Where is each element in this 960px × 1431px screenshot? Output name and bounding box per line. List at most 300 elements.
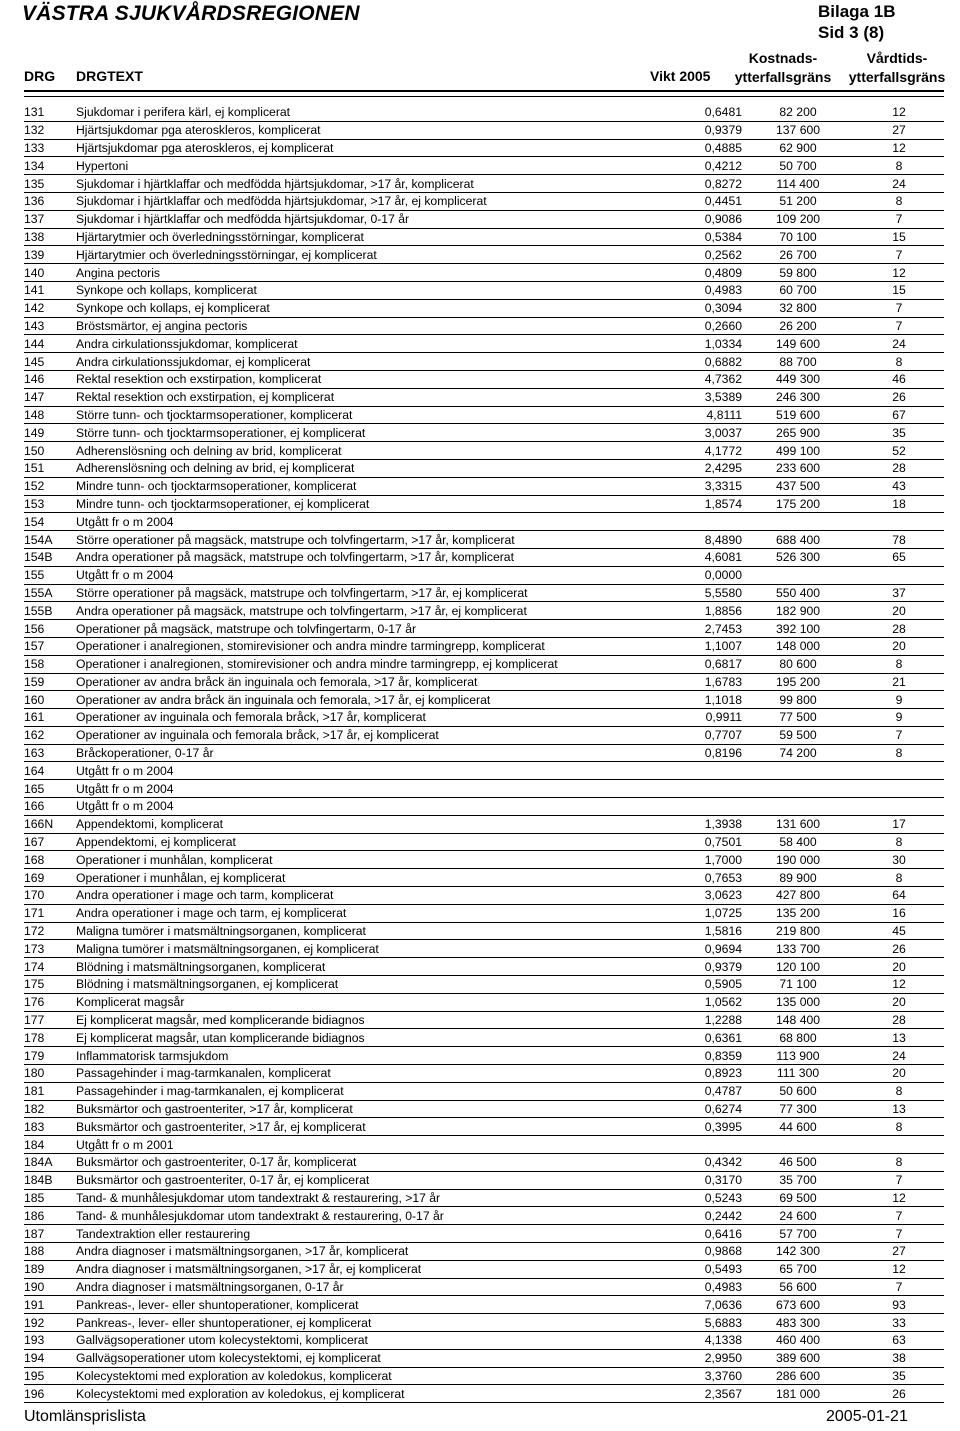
drg-text: Sjukdomar i hjärtklaffar och medfödda hjärtsjukdomar, 0-17 år bbox=[76, 210, 662, 228]
cost-limit: 56 600 bbox=[742, 1278, 854, 1296]
weight-value: 3,0037 bbox=[662, 424, 742, 442]
col-header-weight: Vikt 2005 bbox=[650, 68, 711, 84]
drg-code: 166N bbox=[24, 815, 76, 833]
attachment-name: Bilaga 1B bbox=[818, 2, 896, 21]
col-header-cost-line1: Kostnads- bbox=[748, 50, 818, 66]
weight-value: 0,6481 bbox=[662, 104, 742, 121]
drg-text: Utgått fr o m 2004 bbox=[76, 798, 662, 816]
drg-text: Inflammatorisk tarmsjukdom bbox=[76, 1047, 662, 1065]
days-limit: 12 bbox=[854, 1260, 944, 1278]
days-limit: 38 bbox=[854, 1349, 944, 1367]
drg-code: 163 bbox=[24, 744, 76, 762]
cost-limit: 135 200 bbox=[742, 904, 854, 922]
drg-text: Hjärtsjukdomar pga ateroskleros, komplicerat bbox=[76, 121, 662, 139]
days-limit: 12 bbox=[854, 976, 944, 994]
weight-value: 0,2442 bbox=[662, 1207, 742, 1225]
table-row bbox=[24, 851, 944, 869]
drg-code: 142 bbox=[24, 299, 76, 317]
cost-limit bbox=[742, 762, 854, 780]
days-limit: 33 bbox=[854, 1314, 944, 1332]
days-limit: 8 bbox=[854, 157, 944, 175]
cost-limit: 499 100 bbox=[742, 442, 854, 460]
cost-limit: 69 500 bbox=[742, 1189, 854, 1207]
weight-value bbox=[662, 513, 742, 531]
table-row bbox=[24, 744, 944, 762]
drg-text: Rektal resektion och exstirpation, komplicerat bbox=[76, 370, 662, 388]
drg-text: Större tunn- och tjocktarmsoperationer, ej komplicerat bbox=[76, 424, 662, 442]
drg-text: Operationer av andra bråck än inguinala och femorala, >17 år, komplicerat bbox=[76, 673, 662, 691]
table-row bbox=[24, 192, 944, 210]
table-row bbox=[24, 1029, 944, 1047]
days-limit: 24 bbox=[854, 335, 944, 353]
drg-text: Operationer i munhålan, komplicerat bbox=[76, 851, 662, 869]
drg-text: Utgått fr o m 2004 bbox=[76, 762, 662, 780]
table-row bbox=[24, 833, 944, 851]
weight-value: 0,4212 bbox=[662, 157, 742, 175]
weight-value: 0,3170 bbox=[662, 1171, 742, 1189]
cost-limit: 550 400 bbox=[742, 584, 854, 602]
drg-table-body bbox=[24, 104, 944, 1403]
days-limit: 67 bbox=[854, 406, 944, 424]
table-row bbox=[24, 317, 944, 335]
header-rule-thin bbox=[24, 96, 944, 97]
drg-text: Sjukdomar i hjärtklaffar och medfödda hjärtsjukdomar, >17 år, komplicerat bbox=[76, 175, 662, 193]
cost-limit: 449 300 bbox=[742, 370, 854, 388]
org-title: VÄSTRA SJUKVÅRDSREGIONEN bbox=[22, 2, 360, 25]
days-limit: 8 bbox=[854, 1118, 944, 1136]
table-row bbox=[24, 1260, 944, 1278]
drg-text: Passagehinder i mag-tarmkanalen, ej komplicerat bbox=[76, 1082, 662, 1100]
cost-limit: 113 900 bbox=[742, 1047, 854, 1065]
drg-text: Blödning i matsmältningsorganen, ej komplicerat bbox=[76, 976, 662, 994]
weight-value: 0,4787 bbox=[662, 1082, 742, 1100]
col-header-text: DRGTEXT bbox=[76, 68, 143, 84]
days-limit: 12 bbox=[854, 1189, 944, 1207]
table-row bbox=[24, 210, 944, 228]
cost-limit: 77 300 bbox=[742, 1100, 854, 1118]
table-row bbox=[24, 228, 944, 246]
drg-text: Buksmärtor och gastroenteriter, 0-17 år, komplicerat bbox=[76, 1154, 662, 1172]
weight-value: 0,5905 bbox=[662, 976, 742, 994]
drg-code: 161 bbox=[24, 709, 76, 727]
weight-value: 1,8856 bbox=[662, 602, 742, 620]
table-row bbox=[24, 1189, 944, 1207]
cost-limit: 389 600 bbox=[742, 1349, 854, 1367]
table-row bbox=[24, 1349, 944, 1367]
weight-value bbox=[662, 798, 742, 816]
drg-code: 138 bbox=[24, 228, 76, 246]
drg-text: Mindre tunn- och tjocktarmsoperationer, ej komplicerat bbox=[76, 495, 662, 513]
drg-text: Ej komplicerat magsår, utan komplicerande bidiagnos bbox=[76, 1029, 662, 1047]
drg-code: 154B bbox=[24, 548, 76, 566]
drg-code: 193 bbox=[24, 1331, 76, 1349]
weight-value: 8,4890 bbox=[662, 531, 742, 549]
cost-limit: 68 800 bbox=[742, 1029, 854, 1047]
table-row bbox=[24, 1011, 944, 1029]
drg-code: 177 bbox=[24, 1011, 76, 1029]
table-row bbox=[24, 175, 944, 193]
drg-code: 191 bbox=[24, 1296, 76, 1314]
cost-limit: 148 000 bbox=[742, 637, 854, 655]
days-limit: 15 bbox=[854, 228, 944, 246]
weight-value: 0,2562 bbox=[662, 246, 742, 264]
drg-code: 170 bbox=[24, 887, 76, 905]
cost-limit: 26 700 bbox=[742, 246, 854, 264]
weight-value: 0,6361 bbox=[662, 1029, 742, 1047]
drg-text: Pankreas-, lever- eller shuntoperationer, komplicerat bbox=[76, 1296, 662, 1314]
weight-value: 7,0636 bbox=[662, 1296, 742, 1314]
days-limit: 21 bbox=[854, 673, 944, 691]
drg-text: Sjukdomar i perifera kärl, ej komplicerat bbox=[76, 104, 662, 121]
drg-code: 168 bbox=[24, 851, 76, 869]
cost-limit: 519 600 bbox=[742, 406, 854, 424]
days-limit: 45 bbox=[854, 922, 944, 940]
drg-code: 131 bbox=[24, 104, 76, 121]
table-row bbox=[24, 780, 944, 798]
days-limit bbox=[854, 566, 944, 584]
weight-value: 0,9694 bbox=[662, 940, 742, 958]
drg-text: Utgått fr o m 2004 bbox=[76, 780, 662, 798]
drg-text: Andra diagnoser i matsmältningsorganen, >17 år, komplicerat bbox=[76, 1243, 662, 1261]
weight-value: 0,6274 bbox=[662, 1100, 742, 1118]
drg-code: 141 bbox=[24, 281, 76, 299]
table-row bbox=[24, 1243, 944, 1261]
drg-text: Utgått fr o m 2001 bbox=[76, 1136, 662, 1154]
drg-text: Utgått fr o m 2004 bbox=[76, 566, 662, 584]
weight-value: 5,6883 bbox=[662, 1314, 742, 1332]
weight-value: 0,6882 bbox=[662, 353, 742, 371]
days-limit: 15 bbox=[854, 281, 944, 299]
drg-code: 196 bbox=[24, 1385, 76, 1403]
cost-limit: 688 400 bbox=[742, 531, 854, 549]
days-limit: 18 bbox=[854, 495, 944, 513]
cost-limit: 50 700 bbox=[742, 157, 854, 175]
drg-text: Operationer av inguinala och femorala bråck, >17 år, ej komplicerat bbox=[76, 726, 662, 744]
header-rule-thick bbox=[24, 90, 944, 92]
drg-code: 151 bbox=[24, 459, 76, 477]
drg-text: Hjärtsjukdomar pga ateroskleros, ej komplicerat bbox=[76, 139, 662, 157]
cost-limit: 80 600 bbox=[742, 655, 854, 673]
drg-code: 174 bbox=[24, 958, 76, 976]
table-row bbox=[24, 1385, 944, 1403]
table-row bbox=[24, 353, 944, 371]
days-limit: 7 bbox=[854, 317, 944, 335]
days-limit: 26 bbox=[854, 388, 944, 406]
drg-code: 140 bbox=[24, 264, 76, 282]
table-row bbox=[24, 726, 944, 744]
cost-limit: 149 600 bbox=[742, 335, 854, 353]
weight-value: 0,4885 bbox=[662, 139, 742, 157]
cost-limit: 65 700 bbox=[742, 1260, 854, 1278]
drg-text: Ej komplicerat magsår, med komplicerande bidiagnos bbox=[76, 1011, 662, 1029]
weight-value: 0,4342 bbox=[662, 1154, 742, 1172]
cost-limit bbox=[742, 798, 854, 816]
drg-code: 175 bbox=[24, 976, 76, 994]
col-header-cost bbox=[728, 49, 838, 87]
drg-text: Gallvägsoperationer utom kolecystektomi, ej komplicerat bbox=[76, 1349, 662, 1367]
cost-limit: 88 700 bbox=[742, 353, 854, 371]
weight-value: 0,4809 bbox=[662, 264, 742, 282]
days-limit bbox=[854, 798, 944, 816]
table-row bbox=[24, 104, 944, 121]
drg-code: 192 bbox=[24, 1314, 76, 1332]
cost-limit: 111 300 bbox=[742, 1065, 854, 1083]
drg-text: Andra operationer i mage och tarm, komplicerat bbox=[76, 887, 662, 905]
days-limit: 93 bbox=[854, 1296, 944, 1314]
weight-value: 0,3995 bbox=[662, 1118, 742, 1136]
weight-value: 0,7707 bbox=[662, 726, 742, 744]
cost-limit: 46 500 bbox=[742, 1154, 854, 1172]
drg-code: 195 bbox=[24, 1367, 76, 1385]
table-row bbox=[24, 121, 944, 139]
weight-value: 4,1338 bbox=[662, 1331, 742, 1349]
table-row bbox=[24, 904, 944, 922]
cost-limit bbox=[742, 780, 854, 798]
weight-value: 0,9379 bbox=[662, 121, 742, 139]
weight-value: 0,5243 bbox=[662, 1189, 742, 1207]
table-row bbox=[24, 1207, 944, 1225]
cost-limit: 181 000 bbox=[742, 1385, 854, 1403]
table-row bbox=[24, 477, 944, 495]
drg-code: 136 bbox=[24, 192, 76, 210]
drg-text: Mindre tunn- och tjocktarmsoperationer, komplicerat bbox=[76, 477, 662, 495]
drg-code: 178 bbox=[24, 1029, 76, 1047]
drg-table bbox=[24, 104, 944, 1403]
days-limit: 9 bbox=[854, 691, 944, 709]
drg-text: Appendektomi, ej komplicerat bbox=[76, 833, 662, 851]
drg-code: 139 bbox=[24, 246, 76, 264]
cost-limit: 62 900 bbox=[742, 139, 854, 157]
drg-text: Tandextraktion eller restaurering bbox=[76, 1225, 662, 1243]
days-limit: 7 bbox=[854, 210, 944, 228]
cost-limit: 114 400 bbox=[742, 175, 854, 193]
drg-code: 152 bbox=[24, 477, 76, 495]
cost-limit: 460 400 bbox=[742, 1331, 854, 1349]
drg-code: 190 bbox=[24, 1278, 76, 1296]
days-limit: 7 bbox=[854, 299, 944, 317]
cost-limit: 24 600 bbox=[742, 1207, 854, 1225]
drg-text: Appendektomi, komplicerat bbox=[76, 815, 662, 833]
weight-value: 4,7362 bbox=[662, 370, 742, 388]
weight-value: 1,3938 bbox=[662, 815, 742, 833]
drg-code: 169 bbox=[24, 869, 76, 887]
weight-value: 0,8196 bbox=[662, 744, 742, 762]
drg-text: Bröstsmärtor, ej angina pectoris bbox=[76, 317, 662, 335]
drg-text: Sjukdomar i hjärtklaffar och medfödda hjärtsjukdomar, >17 år, ej komplicerat bbox=[76, 192, 662, 210]
cost-limit: 51 200 bbox=[742, 192, 854, 210]
table-row bbox=[24, 887, 944, 905]
drg-code: 179 bbox=[24, 1047, 76, 1065]
drg-text: Adherenslösning och delning av brid, ej komplicerat bbox=[76, 459, 662, 477]
weight-value: 0,4983 bbox=[662, 1278, 742, 1296]
drg-text: Operationer av andra bråck än inguinala och femorala, >17 år, ej komplicerat bbox=[76, 691, 662, 709]
cost-limit: 26 200 bbox=[742, 317, 854, 335]
drg-code: 144 bbox=[24, 335, 76, 353]
cost-limit: 137 600 bbox=[742, 121, 854, 139]
weight-value: 0,0000 bbox=[662, 566, 742, 584]
drg-code: 153 bbox=[24, 495, 76, 513]
weight-value: 0,9379 bbox=[662, 958, 742, 976]
days-limit: 20 bbox=[854, 993, 944, 1011]
weight-value: 1,6783 bbox=[662, 673, 742, 691]
drg-text: Operationer i munhålan, ej komplicerat bbox=[76, 869, 662, 887]
weight-value: 0,4983 bbox=[662, 281, 742, 299]
cost-limit: 59 500 bbox=[742, 726, 854, 744]
drg-text: Operationer av inguinala och femorala bråck, >17 år, komplicerat bbox=[76, 709, 662, 727]
weight-value: 3,3315 bbox=[662, 477, 742, 495]
col-header-drg: DRG bbox=[24, 68, 56, 84]
drg-text: Större tunn- och tjocktarmsoperationer, komplicerat bbox=[76, 406, 662, 424]
days-limit: 26 bbox=[854, 1385, 944, 1403]
cost-limit: 133 700 bbox=[742, 940, 854, 958]
days-limit bbox=[854, 780, 944, 798]
weight-value: 2,9950 bbox=[662, 1349, 742, 1367]
weight-value: 0,8923 bbox=[662, 1065, 742, 1083]
table-row bbox=[24, 264, 944, 282]
drg-code: 167 bbox=[24, 833, 76, 851]
weight-value bbox=[662, 762, 742, 780]
table-row bbox=[24, 815, 944, 833]
table-row bbox=[24, 637, 944, 655]
table-row bbox=[24, 513, 944, 531]
cost-limit: 109 200 bbox=[742, 210, 854, 228]
cost-limit: 148 400 bbox=[742, 1011, 854, 1029]
drg-code: 166 bbox=[24, 798, 76, 816]
drg-code: 184 bbox=[24, 1136, 76, 1154]
drg-text: Passagehinder i mag-tarmkanalen, komplicerat bbox=[76, 1065, 662, 1083]
table-row bbox=[24, 940, 944, 958]
weight-value: 1,0725 bbox=[662, 904, 742, 922]
table-row bbox=[24, 335, 944, 353]
cost-limit: 142 300 bbox=[742, 1243, 854, 1261]
table-row bbox=[24, 958, 944, 976]
days-limit: 7 bbox=[854, 246, 944, 264]
weight-value: 0,5384 bbox=[662, 228, 742, 246]
table-row bbox=[24, 388, 944, 406]
drg-text: Andra cirkulationssjukdomar, komplicerat bbox=[76, 335, 662, 353]
days-limit: 7 bbox=[854, 1225, 944, 1243]
cost-limit: 286 600 bbox=[742, 1367, 854, 1385]
table-row bbox=[24, 709, 944, 727]
weight-value: 4,8111 bbox=[662, 406, 742, 424]
cost-limit: 427 800 bbox=[742, 887, 854, 905]
drg-code: 156 bbox=[24, 620, 76, 638]
days-limit: 28 bbox=[854, 620, 944, 638]
drg-text: Andra operationer på magsäck, matstrupe och tolvfingertarm, >17 år, komplicerat bbox=[76, 548, 662, 566]
table-row bbox=[24, 495, 944, 513]
weight-value: 4,1772 bbox=[662, 442, 742, 460]
table-row bbox=[24, 1065, 944, 1083]
days-limit: 8 bbox=[854, 192, 944, 210]
col-header-days-line1: Vårdtids- bbox=[866, 50, 928, 66]
table-row bbox=[24, 1225, 944, 1243]
drg-code: 155A bbox=[24, 584, 76, 602]
days-limit: 13 bbox=[854, 1029, 944, 1047]
drg-text: Kolecystektomi med exploration av koledokus, ej komplicerat bbox=[76, 1385, 662, 1403]
cost-limit: 35 700 bbox=[742, 1171, 854, 1189]
days-limit: 20 bbox=[854, 1065, 944, 1083]
footer-pricelist: Utomlänsprislista bbox=[24, 1408, 146, 1425]
weight-value: 1,2288 bbox=[662, 1011, 742, 1029]
weight-value bbox=[662, 780, 742, 798]
drg-code: 173 bbox=[24, 940, 76, 958]
drg-code: 184B bbox=[24, 1171, 76, 1189]
days-limit: 46 bbox=[854, 370, 944, 388]
weight-value: 3,0623 bbox=[662, 887, 742, 905]
days-limit: 35 bbox=[854, 424, 944, 442]
drg-text: Hjärtarytmier och överledningsstörningar, komplicerat bbox=[76, 228, 662, 246]
table-row bbox=[24, 1314, 944, 1332]
drg-text: Gallvägsoperationer utom kolecystektomi, komplicerat bbox=[76, 1331, 662, 1349]
drg-text: Andra diagnoser i matsmältningsorganen, >17 år, ej komplicerat bbox=[76, 1260, 662, 1278]
days-limit: 20 bbox=[854, 602, 944, 620]
table-row bbox=[24, 691, 944, 709]
table-row bbox=[24, 531, 944, 549]
cost-limit: 437 500 bbox=[742, 477, 854, 495]
drg-text: Buksmärtor och gastroenteriter, 0-17 år, ej komplicerat bbox=[76, 1171, 662, 1189]
days-limit: 8 bbox=[854, 833, 944, 851]
cost-limit: 59 800 bbox=[742, 264, 854, 282]
weight-value: 1,8574 bbox=[662, 495, 742, 513]
weight-value: 5,5580 bbox=[662, 584, 742, 602]
cost-limit: 233 600 bbox=[742, 459, 854, 477]
col-header-days bbox=[842, 49, 952, 87]
table-row bbox=[24, 370, 944, 388]
days-limit: 52 bbox=[854, 442, 944, 460]
days-limit: 43 bbox=[854, 477, 944, 495]
cost-limit: 32 800 bbox=[742, 299, 854, 317]
days-limit: 12 bbox=[854, 139, 944, 157]
cost-limit bbox=[742, 566, 854, 584]
table-row bbox=[24, 442, 944, 460]
table-row bbox=[24, 1296, 944, 1314]
drg-text: Synkope och kollaps, komplicerat bbox=[76, 281, 662, 299]
days-limit: 9 bbox=[854, 709, 944, 727]
days-limit bbox=[854, 513, 944, 531]
weight-value: 3,3760 bbox=[662, 1367, 742, 1385]
days-limit: 8 bbox=[854, 1154, 944, 1172]
drg-code: 149 bbox=[24, 424, 76, 442]
table-row bbox=[24, 424, 944, 442]
cost-limit: 89 900 bbox=[742, 869, 854, 887]
table-row bbox=[24, 157, 944, 175]
weight-value: 0,2660 bbox=[662, 317, 742, 335]
drg-code: 172 bbox=[24, 922, 76, 940]
cost-limit: 82 200 bbox=[742, 104, 854, 121]
table-row bbox=[24, 1100, 944, 1118]
cost-limit: 219 800 bbox=[742, 922, 854, 940]
drg-text: Operationer i analregionen, stomirevisioner och andra mindre tarmingrepp, ej komplicerat bbox=[76, 655, 662, 673]
cost-limit: 526 300 bbox=[742, 548, 854, 566]
drg-text: Rektal resektion och exstirpation, ej komplicerat bbox=[76, 388, 662, 406]
weight-value: 2,4295 bbox=[662, 459, 742, 477]
drg-code: 133 bbox=[24, 139, 76, 157]
drg-text: Tand- & munhålesjukdomar utom tandextrakt & restaurering, >17 år bbox=[76, 1189, 662, 1207]
table-row bbox=[24, 459, 944, 477]
cost-limit: 77 500 bbox=[742, 709, 854, 727]
table-row bbox=[24, 299, 944, 317]
weight-value: 0,6817 bbox=[662, 655, 742, 673]
days-limit: 37 bbox=[854, 584, 944, 602]
weight-value: 3,5389 bbox=[662, 388, 742, 406]
table-row bbox=[24, 281, 944, 299]
table-row bbox=[24, 1082, 944, 1100]
weight-value: 1,1018 bbox=[662, 691, 742, 709]
drg-code: 165 bbox=[24, 780, 76, 798]
cost-limit bbox=[742, 513, 854, 531]
drg-code: 186 bbox=[24, 1207, 76, 1225]
days-limit: 64 bbox=[854, 887, 944, 905]
